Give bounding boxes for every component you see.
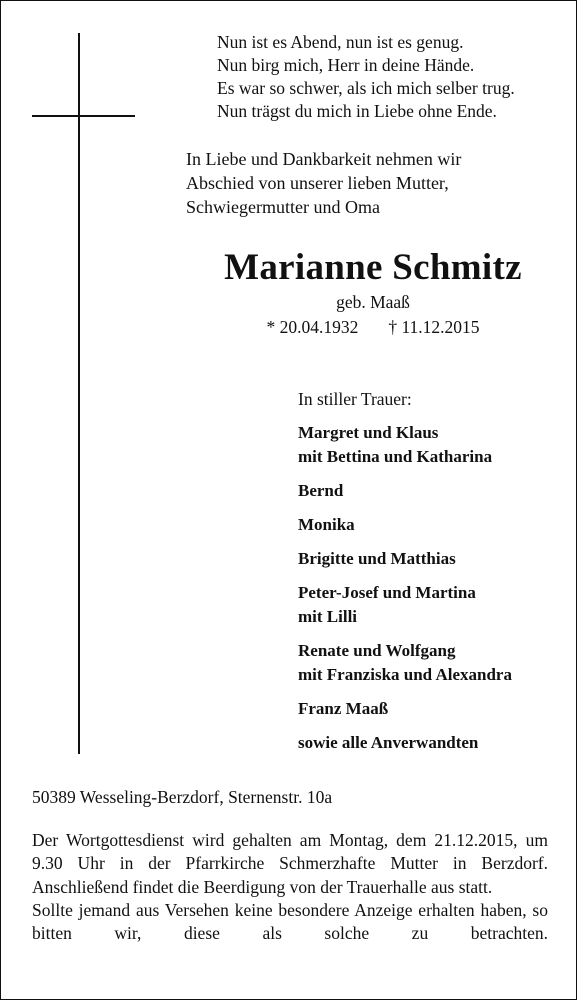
mourner-line: mit Bettina und Katharina: [298, 447, 493, 466]
cross-vertical-bar: [78, 33, 80, 754]
mourner-line: Brigitte und Matthias: [298, 549, 456, 568]
mourner-line: Bernd: [298, 481, 344, 500]
mourners-list: [298, 387, 512, 765]
service-notice: [32, 829, 548, 945]
mourners-header: In stiller Trauer:: [298, 389, 412, 409]
poem-line: Nun birg mich, Herr in deine Hände.: [217, 55, 475, 75]
apology-note: Sollte jemand aus Versehen keine besondere Anzeige erhalten haben, so bitten wir, diese als solche zu betrachten.: [32, 899, 548, 944]
mourner-line: Peter-Josef und Martina: [298, 583, 476, 602]
mourner-entry: [298, 639, 512, 687]
mourner-line: sowie alle Anverwandten: [298, 733, 479, 752]
mourner-entry: [298, 731, 512, 755]
cross-horizontal-bar: [32, 115, 135, 117]
mourner-entry: [298, 513, 512, 537]
poem-line: Nun ist es Abend, nun ist es genug.: [217, 32, 464, 52]
mourner-entry: [298, 581, 512, 629]
poem: [217, 31, 515, 123]
poem-line: Nun trägst du mich in Liebe ohne Ende.: [217, 101, 497, 121]
mourner-line: Franz Maaß: [298, 699, 389, 718]
deceased-name: Marianne Schmitz: [224, 247, 522, 288]
mourner-entry: [298, 547, 512, 571]
intro-line: Abschied von unserer lieben Mutter,: [186, 173, 449, 193]
deceased-birth-name: geb. Maaß: [336, 292, 410, 312]
mourner-entry: [298, 479, 512, 503]
mourner-entry: [298, 421, 512, 469]
intro-text: [186, 147, 461, 219]
death-date: † 11.12.2015: [388, 317, 480, 337]
family-address: 50389 Wesseling-Berzdorf, Sternenstr. 10a: [32, 787, 333, 807]
intro-line: Schwiegermutter und Oma: [186, 197, 380, 217]
service-details: Der Wortgottesdienst wird gehalten am Montag, dem 21.12.2015, um 9.30 Uhr in der Pfarrkirche Schmerzhafte Mutter in Berzdorf. Anschließend findet die Beerdigung von der Trauerhalle aus statt.: [32, 830, 548, 897]
birth-date: * 20.04.1932: [266, 317, 359, 337]
mourner-line: mit Franziska und Alexandra: [298, 665, 512, 684]
mourner-line: mit Lilli: [298, 607, 358, 626]
intro-line: In Liebe und Dankbarkeit nehmen wir: [186, 149, 462, 169]
mourner-line: Renate und Wolfgang: [298, 641, 456, 660]
life-dates: [186, 315, 560, 339]
mourner-line: Margret und Klaus: [298, 423, 439, 442]
mourner-line: Monika: [298, 515, 355, 534]
poem-line: Es war so schwer, als ich mich selber trug.: [217, 78, 515, 98]
mourner-entry: [298, 697, 512, 721]
